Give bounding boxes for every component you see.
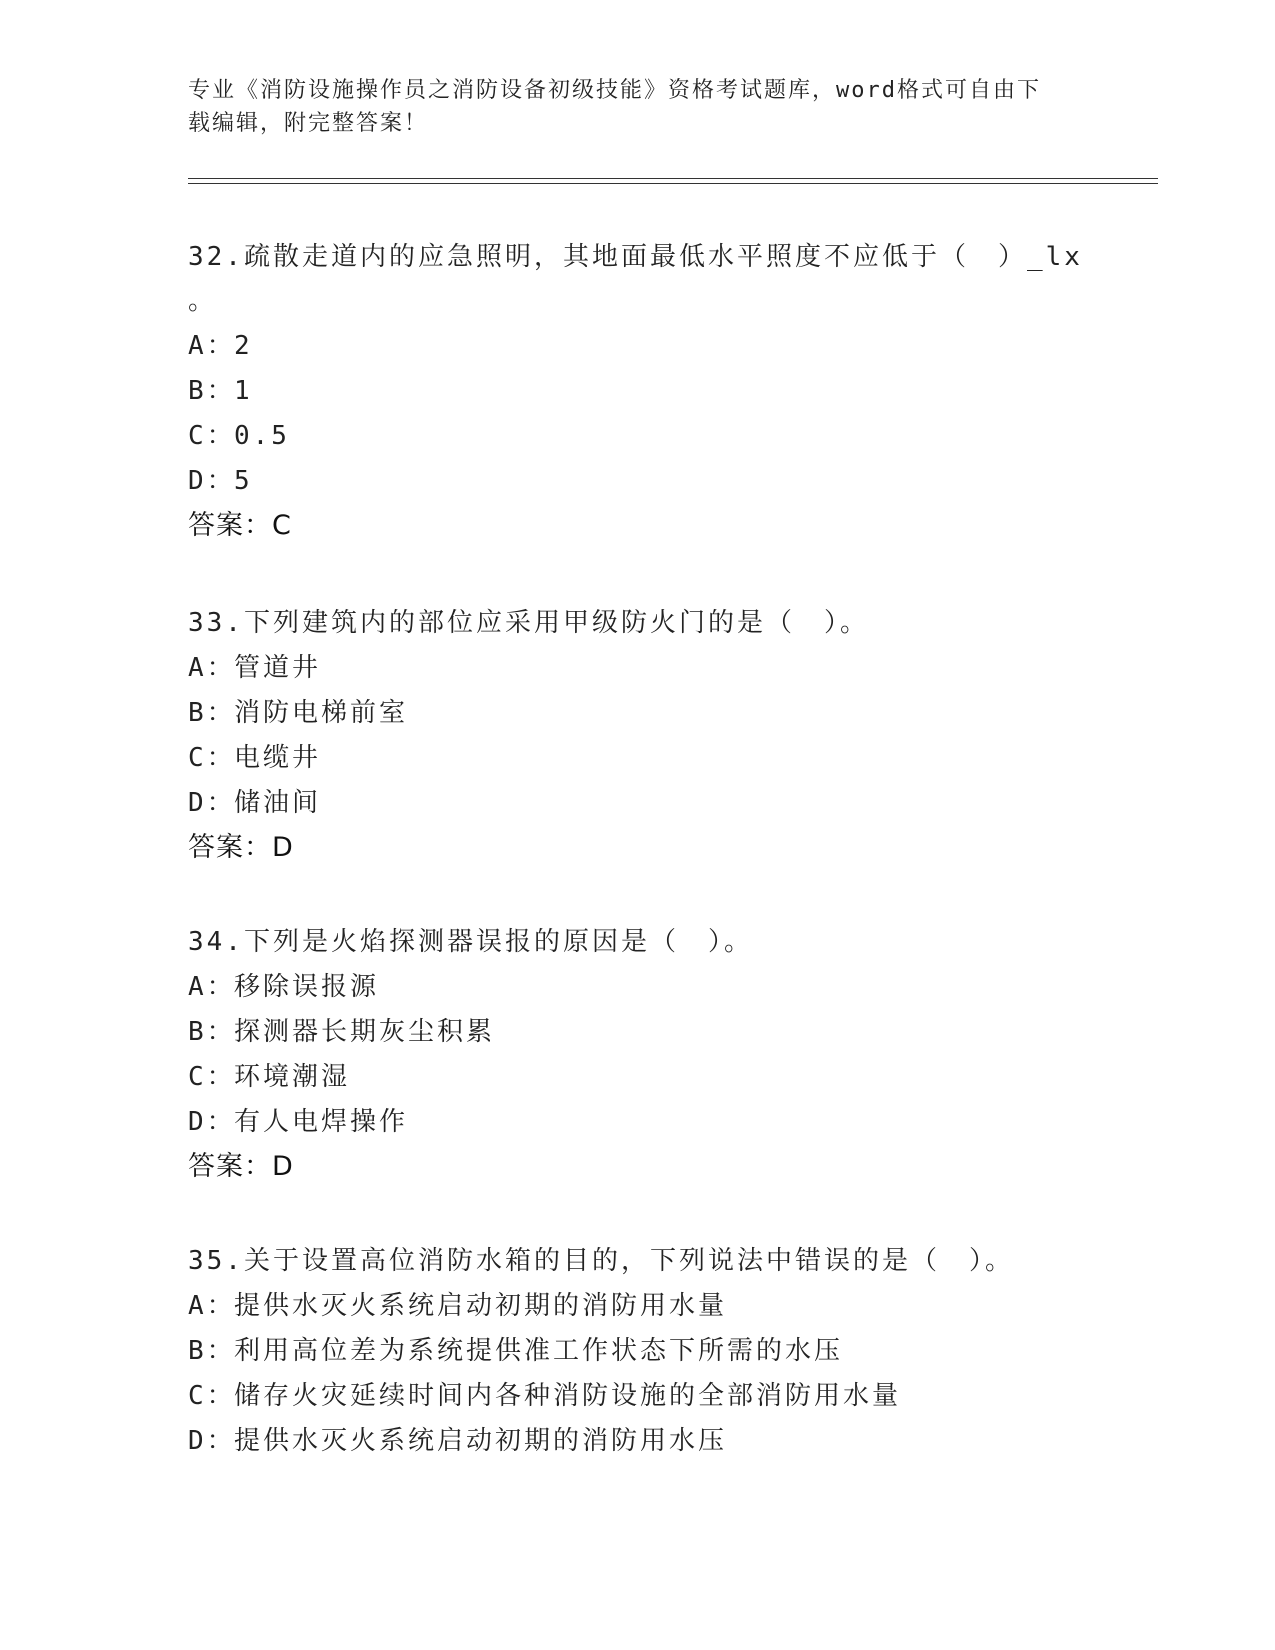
option-a <box>188 1289 1088 1323</box>
option-text: 利用高位差为系统提供准工作状态下所需的水压 <box>234 1336 844 1366</box>
document-header <box>188 74 1068 140</box>
option-text: 5 <box>234 466 253 496</box>
option-b <box>188 696 1088 730</box>
option-label: B： <box>188 698 236 728</box>
option-text: 消防电梯前室 <box>234 698 409 728</box>
question-35 <box>188 1244 1088 1458</box>
option-text: 管道井 <box>234 653 322 683</box>
option-label: C： <box>188 1062 236 1092</box>
option-b <box>188 1015 1088 1049</box>
option-a <box>188 329 1088 363</box>
option-label: B： <box>188 1336 236 1366</box>
question-stem-continued: 。 <box>188 286 215 316</box>
option-d <box>188 1424 1088 1458</box>
option-text: 有人电焊操作 <box>234 1107 409 1137</box>
option-c <box>188 419 1088 453</box>
question-stem: 34.下列是火焰探测器误报的原因是（ ）。 <box>188 927 753 957</box>
header-divider-bottom <box>188 183 1158 184</box>
option-b <box>188 374 1088 408</box>
option-label: D： <box>188 788 236 818</box>
option-text: 提供水灭火系统启动初期的消防用水压 <box>234 1426 728 1456</box>
option-a <box>188 651 1088 685</box>
option-label: B： <box>188 1017 236 1047</box>
question-stem: 35.关于设置高位消防水箱的目的，下列说法中错误的是（ ）。 <box>188 1246 1014 1276</box>
option-text: 2 <box>234 331 253 361</box>
question-32 <box>188 240 1088 543</box>
option-label: A： <box>188 1291 236 1321</box>
option-label: D： <box>188 1426 236 1456</box>
option-label: B： <box>188 376 236 406</box>
question-33 <box>188 606 1088 865</box>
option-text: 储存火灾延续时间内各种消防设施的全部消防用水量 <box>234 1381 902 1411</box>
header-line-1: 专业《消防设施操作员之消防设备初级技能》资格考试题库，word格式可自由下 <box>188 78 1041 103</box>
option-label: A： <box>188 972 236 1002</box>
header-line-2: 载编辑，附完整答案！ <box>188 111 429 136</box>
option-c <box>188 1060 1088 1094</box>
option-label: D： <box>188 466 236 496</box>
option-text: 电缆井 <box>234 743 322 773</box>
option-label: C： <box>188 421 236 451</box>
option-d <box>188 786 1088 820</box>
header-divider-top <box>188 178 1158 179</box>
option-label: A： <box>188 653 236 683</box>
question-34 <box>188 925 1088 1184</box>
option-c <box>188 741 1088 775</box>
option-text: 1 <box>234 376 253 406</box>
option-text: 0.5 <box>234 421 290 451</box>
option-text: 移除误报源 <box>234 972 380 1002</box>
option-d <box>188 464 1088 498</box>
option-c <box>188 1379 1088 1413</box>
option-a <box>188 970 1088 1004</box>
answer: 答案：D <box>188 832 294 863</box>
question-stem: 33.下列建筑内的部位应采用甲级防火门的是（ ）。 <box>188 608 869 638</box>
option-text: 环境潮湿 <box>234 1062 351 1092</box>
option-text: 提供水灭火系统启动初期的消防用水量 <box>234 1291 728 1321</box>
option-b <box>188 1334 1088 1368</box>
option-label: D： <box>188 1107 236 1137</box>
option-label: C： <box>188 1381 236 1411</box>
answer: 答案：C <box>188 510 292 541</box>
option-label: C： <box>188 743 236 773</box>
option-d <box>188 1105 1088 1139</box>
answer: 答案：D <box>188 1151 294 1182</box>
option-label: A： <box>188 331 236 361</box>
option-text: 探测器长期灰尘积累 <box>234 1017 496 1047</box>
option-text: 储油间 <box>234 788 322 818</box>
question-stem: 32.疏散走道内的应急照明，其地面最低水平照度不应低于（ ）_lx <box>188 242 1083 272</box>
